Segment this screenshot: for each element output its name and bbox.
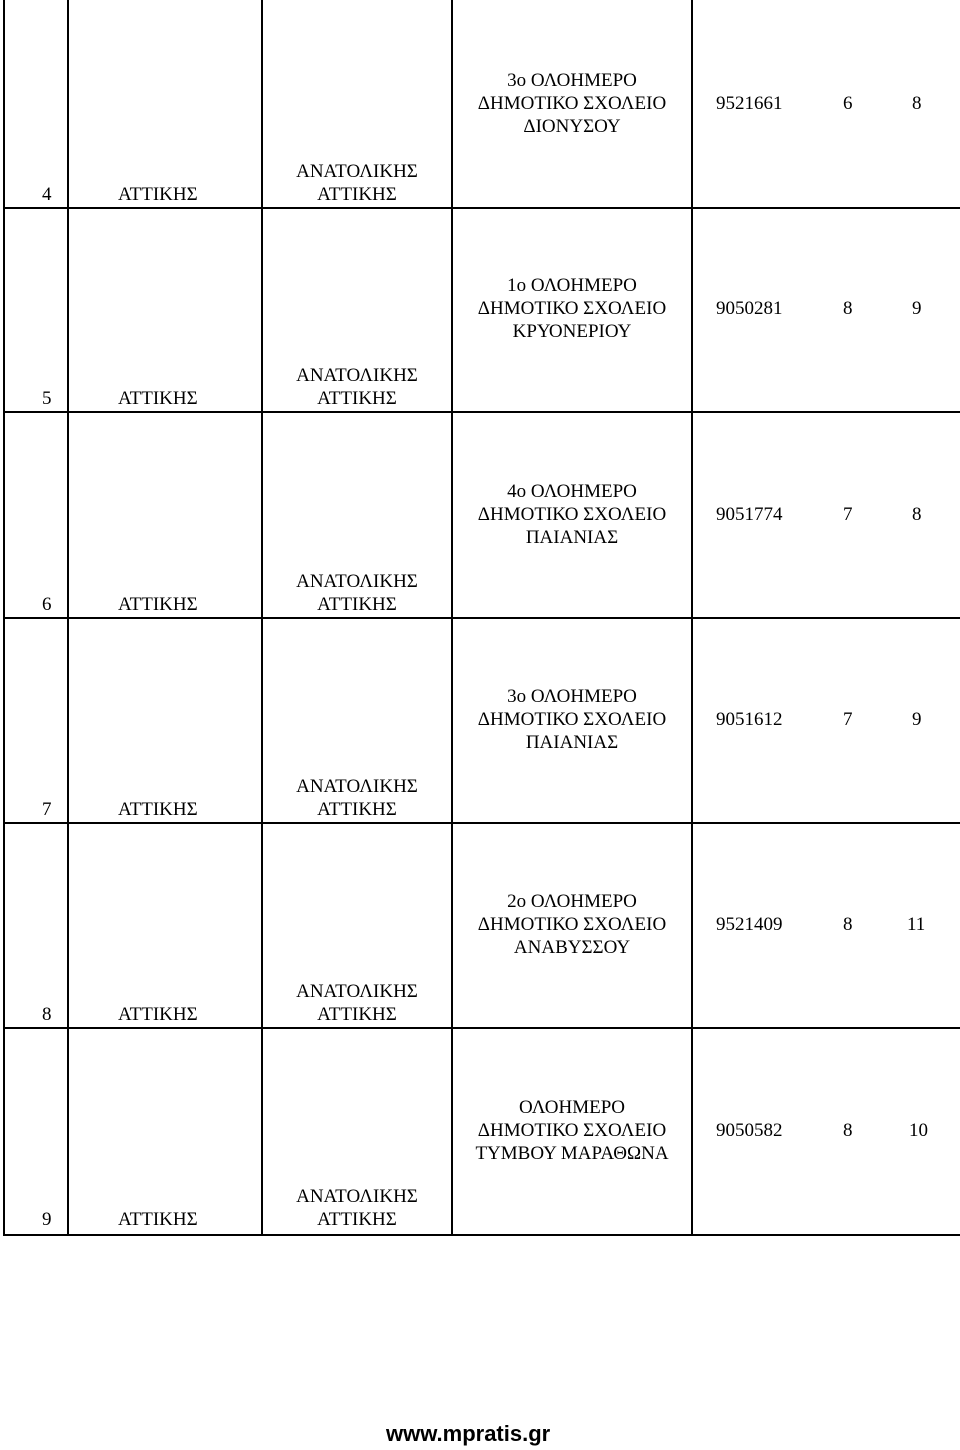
region: ΑΤΤΙΚΗΣ: [118, 799, 198, 820]
school-line-2: ΔΗΜΟΤΙΚΟ ΣΧΟΛΕΙΟ: [477, 1120, 667, 1141]
value-b: 9: [912, 298, 922, 319]
district-line-1: ΑΝΑΤΟΛΙΚΗΣ: [296, 1186, 418, 1207]
region: ΑΤΤΙΚΗΣ: [118, 1004, 198, 1025]
district-line-1: ΑΝΑΤΟΛΙΚΗΣ: [296, 571, 418, 592]
district-line-2: ΑΤΤΙΚΗΣ: [317, 388, 397, 409]
value-a: 7: [843, 709, 853, 730]
value-a: 8: [843, 914, 853, 935]
school-line-3: ΤΥΜΒΟΥ ΜΑΡΑΘΩΝΑ: [475, 1143, 669, 1164]
school-code: 9521661: [716, 93, 783, 114]
region: ΑΤΤΙΚΗΣ: [118, 594, 198, 615]
school-code: 9521409: [716, 914, 783, 935]
value-a: 7: [843, 504, 853, 525]
row-number: 6: [42, 594, 52, 615]
district-line-2: ΑΤΤΙΚΗΣ: [317, 184, 397, 205]
value-b: 11: [907, 914, 926, 935]
school-line-3: ΑΝΑΒΥΣΣΟΥ: [513, 937, 631, 958]
value-b: 8: [912, 93, 922, 114]
value-b: 8: [912, 504, 922, 525]
school-line-2: ΔΗΜΟΤΙΚΟ ΣΧΟΛΕΙΟ: [477, 504, 667, 525]
school-line-2: ΔΗΜΟΤΙΚΟ ΣΧΟΛΕΙΟ: [477, 914, 667, 935]
value-a: 8: [843, 298, 853, 319]
school-line-1: 1ο ΟΛΟΗΜΕΡΟ: [507, 275, 637, 296]
district-line-1: ΑΝΑΤΟΛΙΚΗΣ: [296, 365, 418, 386]
value-a: 6: [843, 93, 853, 114]
row-divider: [3, 822, 960, 824]
district-line-1: ΑΝΑΤΟΛΙΚΗΣ: [296, 161, 418, 182]
district-line-2: ΑΤΤΙΚΗΣ: [317, 799, 397, 820]
value-b: 10: [909, 1120, 928, 1141]
region: ΑΤΤΙΚΗΣ: [118, 388, 198, 409]
school-line-3: ΠΑΙΑΝΙΑΣ: [525, 732, 619, 753]
row-divider: [3, 207, 960, 209]
region: ΑΤΤΙΚΗΣ: [118, 184, 198, 205]
school-code: 9051774: [716, 504, 783, 525]
row-number: 9: [42, 1209, 52, 1230]
school-line-3: ΔΙΟΝΥΣΟΥ: [523, 116, 621, 137]
row-number: 5: [42, 388, 52, 409]
row-divider: [3, 617, 960, 619]
school-line-1: 3ο ΟΛΟΗΜΕΡΟ: [507, 70, 637, 91]
district-line-2: ΑΤΤΙΚΗΣ: [317, 1004, 397, 1025]
school-line-3: ΚΡΥΟΝΕΡΙΟΥ: [512, 321, 632, 342]
row-number: 8: [42, 1004, 52, 1025]
row-divider: [3, 411, 960, 413]
row-number: 7: [42, 799, 52, 820]
row-number: 4: [42, 184, 52, 205]
value-b: 9: [912, 709, 922, 730]
school-line-2: ΔΗΜΟΤΙΚΟ ΣΧΟΛΕΙΟ: [477, 298, 667, 319]
school-code: 9051612: [716, 709, 783, 730]
district-line-1: ΑΝΑΤΟΛΙΚΗΣ: [296, 981, 418, 1002]
district-line-2: ΑΤΤΙΚΗΣ: [317, 1209, 397, 1230]
district-line-2: ΑΤΤΙΚΗΣ: [317, 594, 397, 615]
footer-website: www.mpratis.gr: [386, 1421, 551, 1446]
school-line-1: 2ο ΟΛΟΗΜΕΡΟ: [507, 891, 637, 912]
region: ΑΤΤΙΚΗΣ: [118, 1209, 198, 1230]
school-line-1: 4ο ΟΛΟΗΜΕΡΟ: [507, 481, 637, 502]
school-line-3: ΠΑΙΑΝΙΑΣ: [525, 527, 619, 548]
school-code: 9050582: [716, 1120, 783, 1141]
value-a: 8: [843, 1120, 853, 1141]
school-code: 9050281: [716, 298, 783, 319]
row-divider: [3, 1027, 960, 1029]
school-line-1: 3ο ΟΛΟΗΜΕΡΟ: [507, 686, 637, 707]
school-line-2: ΔΗΜΟΤΙΚΟ ΣΧΟΛΕΙΟ: [477, 93, 667, 114]
district-line-1: ΑΝΑΤΟΛΙΚΗΣ: [296, 776, 418, 797]
school-line-2: ΔΗΜΟΤΙΚΟ ΣΧΟΛΕΙΟ: [477, 709, 667, 730]
school-line-1: ΟΛΟΗΜΕΡΟ: [518, 1097, 626, 1118]
